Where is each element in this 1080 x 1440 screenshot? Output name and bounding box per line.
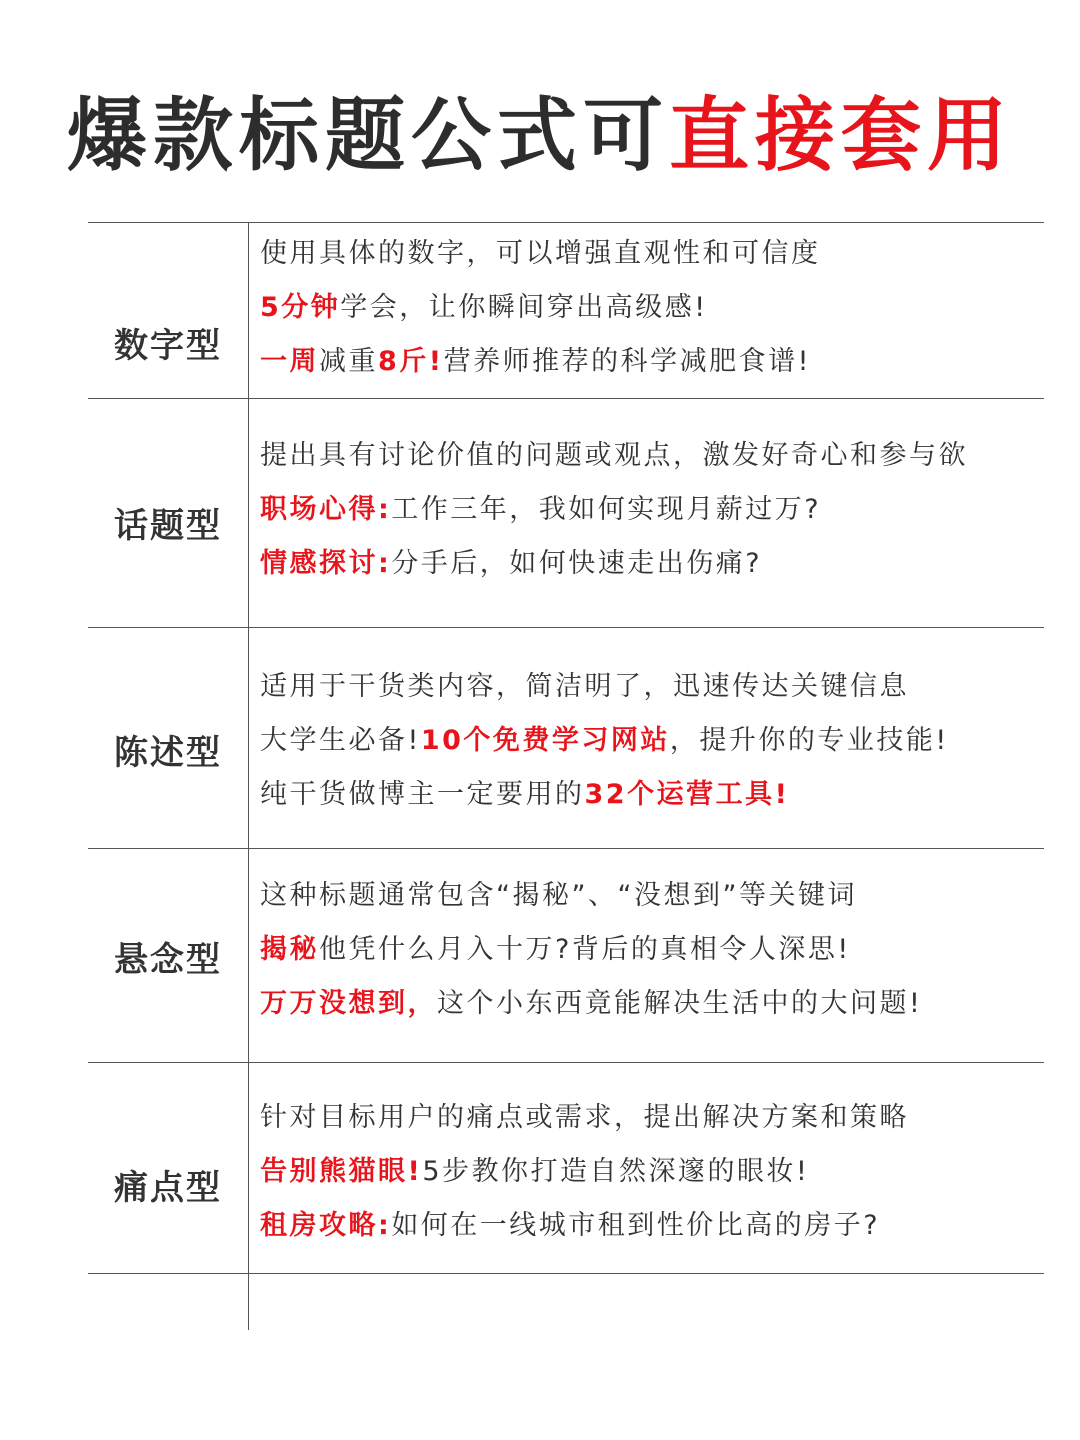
highlight-text: 32个运营工具! — [584, 779, 790, 810]
highlight-text: 职场心得: — [260, 494, 392, 525]
body-text: 分手后，如何快速走出伤痛? — [391, 548, 763, 579]
body-text: 适用于干货类内容，简洁明了，迅速传达关键信息 — [260, 671, 909, 702]
body-text: 提出具有讨论价值的问题或观点，激发好奇心和参与欲 — [260, 440, 968, 471]
body-text: 营养师推荐的科学减肥食谱! — [443, 346, 811, 377]
row-label: 话题型 — [114, 506, 222, 546]
example-title — [260, 984, 922, 1024]
example-title — [260, 1206, 880, 1246]
example-title — [260, 342, 811, 382]
example-title — [260, 490, 821, 530]
example-title — [260, 544, 762, 584]
highlight-text: 揭秘 — [260, 934, 319, 965]
example-title — [260, 721, 949, 761]
body-text: 这个小东西竟能解决生活中的大问题! — [437, 988, 923, 1019]
example-title — [260, 930, 851, 970]
body-text: 工作三年，我如何实现月薪过万? — [391, 494, 822, 525]
column-divider — [248, 222, 249, 1330]
highlight-text: 告别熊猫眼! — [260, 1156, 423, 1187]
highlight-text: 8斤! — [378, 346, 444, 377]
body-text: 纯干货做博主一定要用的 — [260, 779, 585, 810]
body-text: 他凭什么月入十万?背后的真相令人深思! — [319, 934, 851, 965]
row-divider — [88, 398, 1044, 399]
body-text: 这种标题通常包含“揭秘”、“没想到”等关键词 — [260, 880, 857, 911]
body-text: 减重 — [319, 346, 378, 377]
row-label: 悬念型 — [114, 940, 222, 980]
body-text: 使用具体的数字，可以增强直观性和可信度 — [260, 238, 821, 269]
row-label: 数字型 — [114, 326, 222, 366]
row-divider — [88, 848, 1044, 849]
highlight-text: 租房攻略: — [260, 1210, 392, 1241]
title-main: 爆款标题公式可 — [67, 89, 669, 182]
row-description — [260, 1098, 909, 1138]
row-divider — [88, 1273, 1044, 1274]
title-accent: 直接套用 — [669, 89, 1013, 182]
row-divider — [88, 1062, 1044, 1063]
row-description — [260, 234, 821, 274]
highlight-text: 情感探讨: — [260, 548, 392, 579]
page-title — [0, 88, 1080, 184]
highlight-text: 万万没想到， — [260, 988, 437, 1019]
table-top-border — [88, 222, 1044, 223]
example-title — [260, 775, 789, 815]
example-title — [260, 1152, 809, 1192]
row-label: 痛点型 — [114, 1168, 222, 1208]
row-description — [260, 876, 857, 916]
body-text: 针对目标用户的痛点或需求，提出解决方案和策略 — [260, 1102, 909, 1133]
body-text: 学会，让你瞬间穿出高级感! — [340, 292, 708, 323]
row-description — [260, 436, 968, 476]
body-text: ，提升你的专业技能! — [669, 725, 949, 756]
body-text: 5步教你打造自然深邃的眼妆! — [422, 1156, 810, 1187]
highlight-text: 一周 — [260, 346, 319, 377]
row-label: 陈述型 — [114, 733, 222, 773]
row-divider — [88, 627, 1044, 628]
body-text: 大学生必备! — [260, 725, 421, 756]
highlight-text: 5分钟 — [260, 292, 341, 323]
row-description — [260, 667, 909, 707]
highlight-text: 10个免费学习网站 — [420, 725, 670, 756]
body-text: 如何在一线城市租到性价比高的房子? — [391, 1210, 881, 1241]
example-title — [260, 288, 708, 328]
